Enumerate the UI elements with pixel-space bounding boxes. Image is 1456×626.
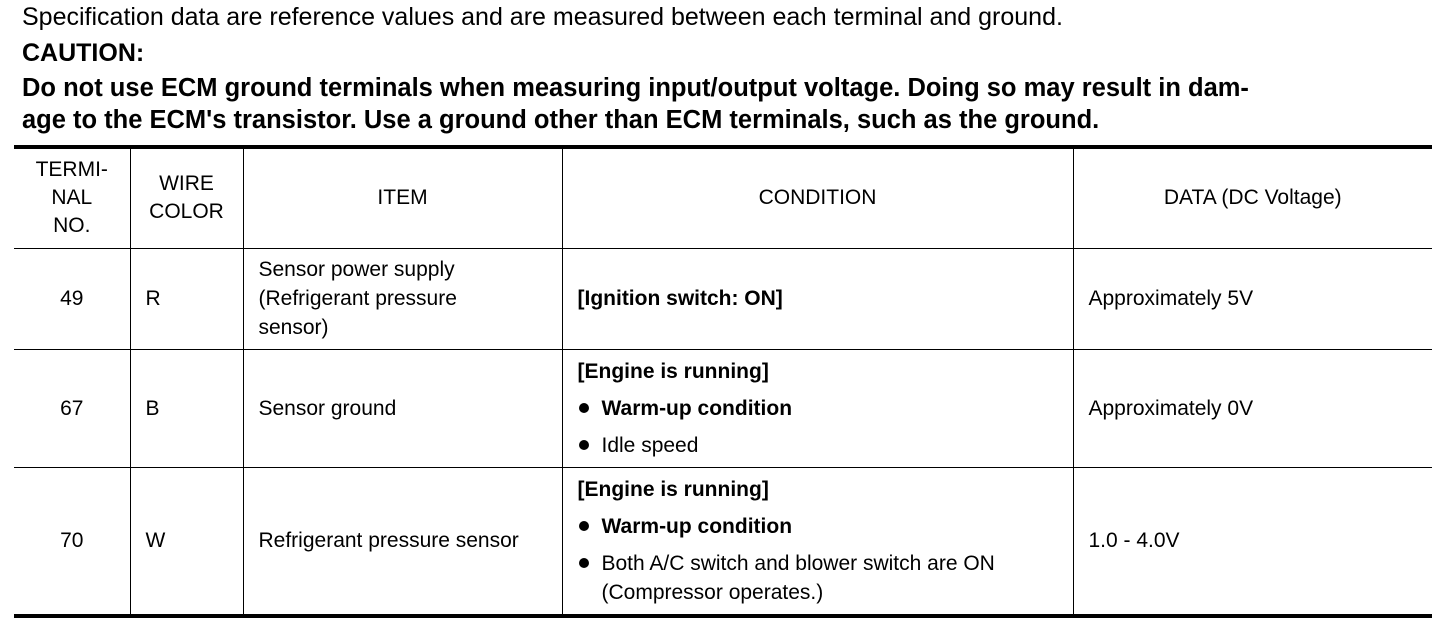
- header-condition: CONDITION: [562, 147, 1073, 248]
- condition-item: Idle speed: [578, 431, 1058, 460]
- condition-item: Warm-up condition: [578, 394, 1058, 423]
- caution-text: [22, 72, 1432, 136]
- caution-line: age to the ECM's transistor. Use a ground other than ECM terminals, such as the ground.: [22, 106, 1100, 134]
- condition-list: [578, 512, 1058, 607]
- bullet-icon: [579, 558, 589, 568]
- header-item: ITEM: [243, 147, 562, 248]
- intro-text: Specification data are reference values and are measured between each terminal and ground.: [22, 3, 1063, 31]
- terminal-no-cell: 49: [14, 248, 130, 349]
- condition-item: Both A/C switch and blower switch are ON (Compressor operates.): [578, 549, 1058, 607]
- condition-cell: [562, 349, 1073, 467]
- item-cell: Sensor power supply (Refrigerant pressure sensor): [243, 248, 562, 349]
- data-cell: Approximately 0V: [1073, 349, 1432, 467]
- item-cell: Refrigerant pressure sensor: [243, 467, 562, 616]
- terminal-no-cell: 70: [14, 467, 130, 616]
- condition-heading: [Engine is running]: [577, 359, 769, 383]
- condition-list: [578, 394, 1058, 460]
- table-row: [14, 248, 1432, 349]
- header-wire-color: WIRE COLOR: [130, 147, 243, 248]
- terminal-no-cell: 67: [14, 349, 130, 467]
- wire-color-cell: W: [130, 467, 243, 616]
- condition-cell: [562, 467, 1073, 616]
- wire-color-cell: R: [130, 248, 243, 349]
- bullet-icon: [579, 403, 589, 413]
- bullet-icon: [579, 521, 589, 531]
- header-data: DATA (DC Voltage): [1073, 147, 1432, 248]
- item-cell: Sensor ground: [243, 349, 562, 467]
- spec-table: [14, 145, 1432, 618]
- table-row: [14, 467, 1432, 616]
- header-terminal-no: TERMI- NAL NO.: [14, 147, 130, 248]
- wire-color-cell: B: [130, 349, 243, 467]
- data-cell: 1.0 - 4.0V: [1073, 467, 1432, 616]
- table-row: [14, 349, 1432, 467]
- condition-item: Warm-up condition: [578, 512, 1058, 541]
- condition-cell: [562, 248, 1073, 349]
- caution-title: CAUTION:: [22, 39, 145, 67]
- table-header-row: [14, 147, 1432, 248]
- condition-heading: [Engine is running]: [577, 477, 769, 501]
- bullet-icon: [579, 440, 589, 450]
- data-cell: Approximately 5V: [1073, 248, 1432, 349]
- condition-heading: [Ignition switch: ON]: [577, 287, 783, 310]
- caution-line: Do not use ECM ground terminals when measuring input/output voltage. Doing so may result in dam-: [22, 74, 1249, 102]
